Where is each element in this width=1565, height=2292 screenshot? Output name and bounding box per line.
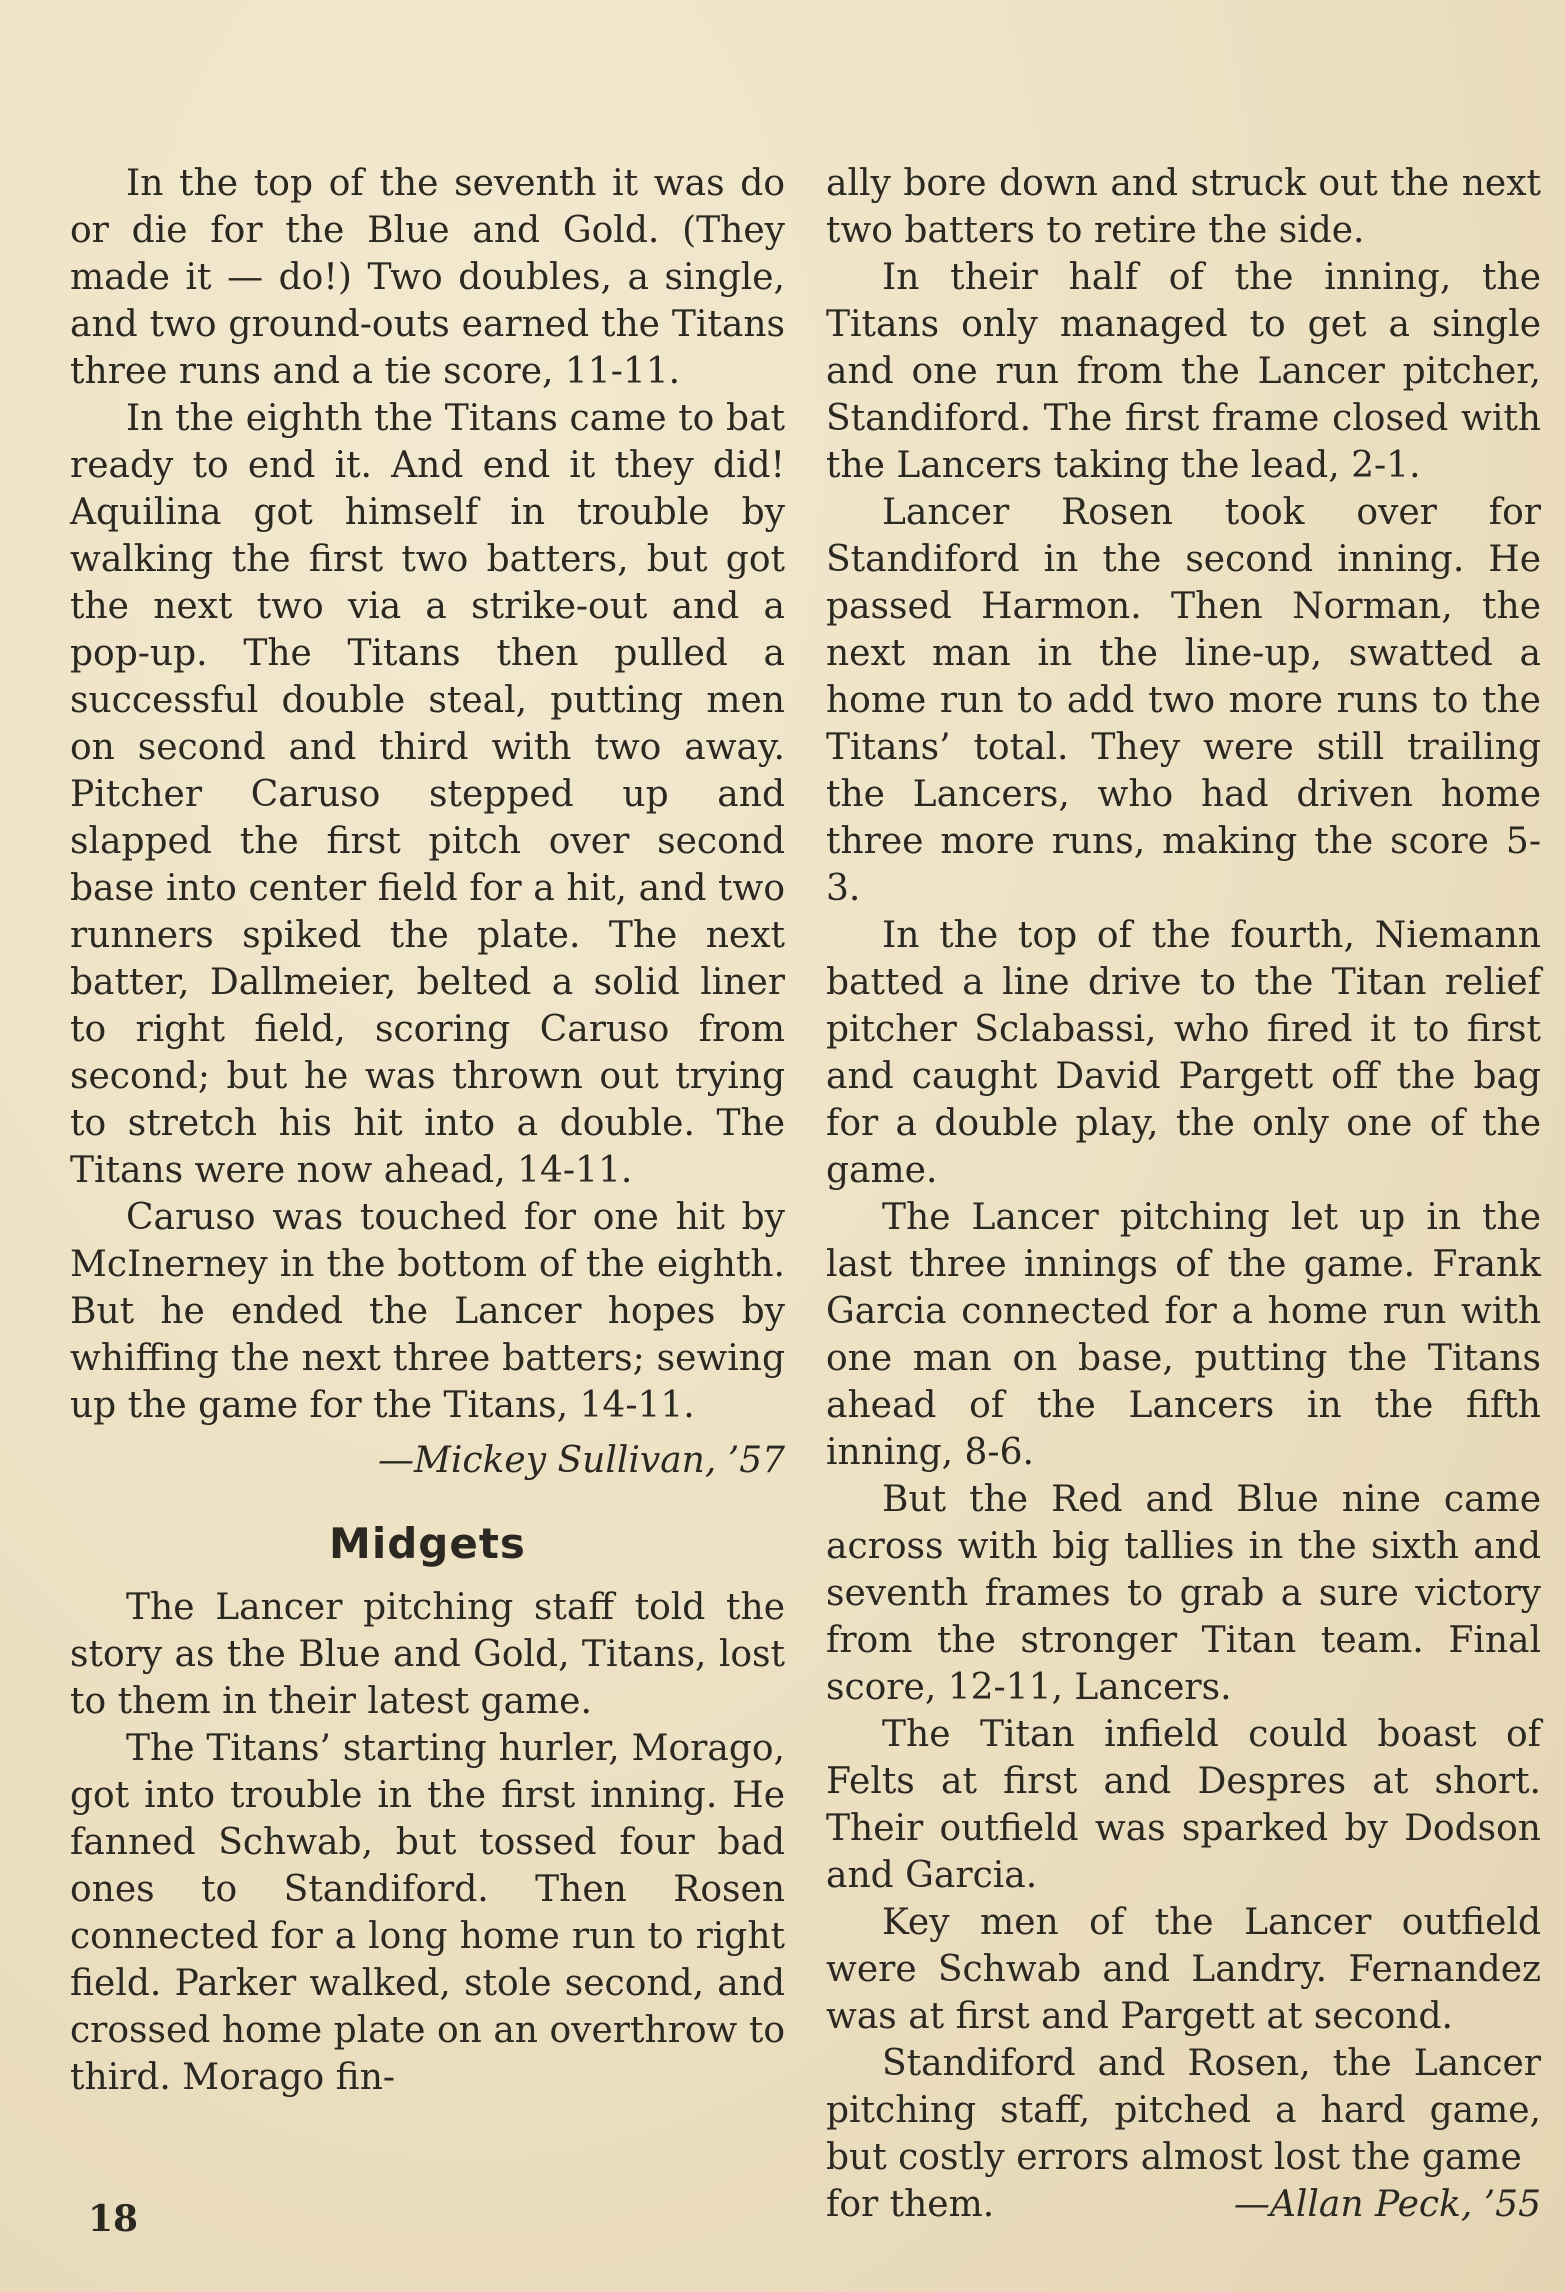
article-paragraph: Caruso was touched for one hit by McInerney in the bottom of the eighth. But he ended the Lancer hopes by whiffing the next three batters; sewing up the game for the Titans, 14-11. bbox=[70, 1197, 785, 1426]
closing-text: for them. bbox=[826, 2184, 995, 2225]
article-paragraph: The Titans’ starting hurler, Morago, got into trouble in the first inning. He fanned Schwab, but tossed four bad ones to Standiford. Then Rosen connected for a long home run to right field. Parker walked, stole second, and crossed home plate on an overthrow to third. Morago fin- bbox=[70, 1728, 785, 2098]
page-number: 18 bbox=[88, 2198, 139, 2240]
article-paragraph: The Titan infield could boast of Felts at first and Despres at short. Their outfield was sparked by Dodson and Garcia. bbox=[826, 1714, 1541, 1896]
left-column bbox=[70, 160, 785, 2101]
article-paragraph: Key men of the Lancer outfield were Schwab and Landry. Fernandez was at first and Pargett at second. bbox=[826, 1902, 1541, 2037]
article-paragraph: In the top of the seventh it was do or die for the Blue and Gold. (They made it — do!) Two doubles, a single, and two ground-outs earned the Titans three runs and a tie score, 11-11. bbox=[70, 163, 785, 392]
article-paragraph: In the eighth the Titans came to bat ready to end it. And end it they did! Aquilina got himself in trouble by walking the first two batters, but got the next two via a strike-out and a pop-up. The Titans then pulled a successful double steal, putting men on second and third with two away. Pitcher Caruso stepped up and slapped the first pitch over second base into center field for a hit, and two runners spiked the plate. The next batter, Dallmeier, belted a solid liner to right field, scoring Caruso from second; but he was thrown out trying to stretch his hit into a double. The Titans were now ahead, 14-11. bbox=[70, 398, 785, 1191]
article-paragraph: In the top of the fourth, Niemann batted a line drive to the Titan relief pitcher Sclabassi, who fired it to first and caught David Pargett off the bag for a double play, the only one of the game. bbox=[826, 915, 1541, 1191]
author-byline: —Allan Peck, ’55 bbox=[1233, 2184, 1541, 2225]
article-paragraph: The Lancer pitching staff told the story as the Blue and Gold, Titans, lost to them in their latest game. bbox=[70, 1587, 785, 1722]
section-heading: Midgets bbox=[329, 1519, 526, 1568]
right-column bbox=[826, 160, 1541, 2228]
article-paragraph: Lancer Rosen took over for Standiford in the second inning. He passed Harmon. Then Norman, the next man in the line-up, swatted a home run to add two more runs to the Titans’ total. They were still trailing the Lancers, who had driven home three more runs, making the score 5-3. bbox=[826, 492, 1541, 909]
article-paragraph-continued: ally bore down and struck out the next two batters to retire the side. bbox=[826, 163, 1541, 251]
author-byline: —Mickey Sullivan, ’57 bbox=[378, 1440, 785, 1481]
article-paragraph: The Lancer pitching let up in the last three innings of the game. Frank Garcia connected for a home run with one man on base, putting the Titans ahead of the Lancers in the fifth inning, 8-6. bbox=[826, 1197, 1541, 1473]
article-paragraph: In their half of the inning, the Titans only managed to get a single and one run from the Lancer pitcher, Standiford. The first frame closed with the Lancers taking the lead, 2-1. bbox=[826, 257, 1541, 486]
closing-line bbox=[826, 2181, 1541, 2228]
article-paragraph: But the Red and Blue nine came across with big tallies in the sixth and seventh frames to grab a sure victory from the stronger Titan team. Final score, 12-11, Lancers. bbox=[826, 1479, 1541, 1708]
article-paragraph: Standiford and Rosen, the Lancer pitching staff, pitched a hard game, but costly errors almost lost the game bbox=[826, 2043, 1541, 2178]
